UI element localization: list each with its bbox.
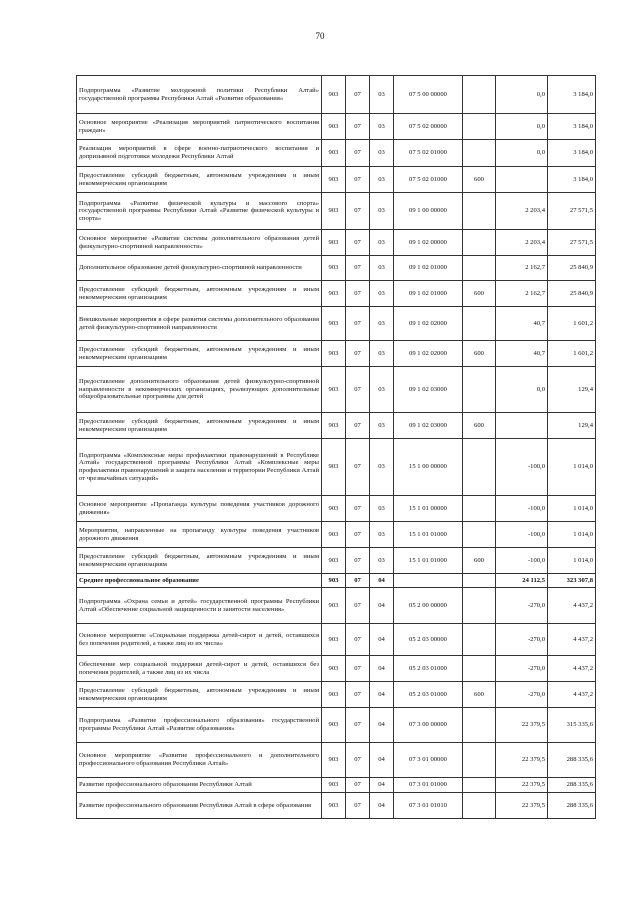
expense-type-code xyxy=(463,193,496,230)
ministry-code: 903 xyxy=(322,341,346,367)
expense-type-code xyxy=(463,588,496,624)
ministry-code: 903 xyxy=(322,256,346,281)
table-row xyxy=(77,656,596,682)
ministry-code: 903 xyxy=(322,413,346,439)
expense-type-code xyxy=(463,778,496,793)
section-code: 07 xyxy=(346,256,370,281)
table-row xyxy=(77,281,596,307)
subsection-code: 04 xyxy=(370,656,394,682)
subsection-code: 04 xyxy=(370,574,394,588)
ministry-code: 903 xyxy=(322,574,346,588)
table-row xyxy=(77,76,596,114)
subsection-code: 03 xyxy=(370,256,394,281)
total-amount: 3 184,0 xyxy=(548,76,596,114)
ministry-code: 903 xyxy=(322,656,346,682)
expense-type-code: 600 xyxy=(463,682,496,708)
row-name: Развитие профессионального образования Республики Алтай в сфере образования xyxy=(77,793,322,819)
ministry-code: 903 xyxy=(322,167,346,193)
target-article-code: 05 2 00 00000 xyxy=(394,588,463,624)
table-row xyxy=(77,624,596,656)
change-amount: 2 162,7 xyxy=(496,281,548,307)
table-row xyxy=(77,230,596,256)
target-article-code: 05 2 03 00000 xyxy=(394,624,463,656)
change-amount: 0,0 xyxy=(496,140,548,167)
expense-type-code: 600 xyxy=(463,341,496,367)
section-code: 07 xyxy=(346,548,370,574)
subsection-code: 04 xyxy=(370,743,394,778)
subsection-code: 03 xyxy=(370,307,394,341)
target-article-code: 09 1 02 01000 xyxy=(394,281,463,307)
row-name: Развитие профессионального образования Республики Алтай xyxy=(77,778,322,793)
section-code: 07 xyxy=(346,708,370,743)
change-amount: -100,0 xyxy=(496,496,548,522)
subsection-code: 04 xyxy=(370,588,394,624)
row-name: Подпрограмма «Охрана семьи и детей» государственной программы Республики Алтай «Обеспечение социальной защищенности и занятости населения» xyxy=(77,588,322,624)
total-amount: 27 571,5 xyxy=(548,230,596,256)
target-article-code: 07 3 01 01010 xyxy=(394,793,463,819)
expense-type-code: 600 xyxy=(463,413,496,439)
subsection-code: 03 xyxy=(370,367,394,413)
table-row xyxy=(77,140,596,167)
total-amount: 25 840,9 xyxy=(548,256,596,281)
ministry-code: 903 xyxy=(322,743,346,778)
ministry-code: 903 xyxy=(322,548,346,574)
total-amount: 3 184,0 xyxy=(548,114,596,140)
subsection-code: 03 xyxy=(370,114,394,140)
expense-type-code xyxy=(463,76,496,114)
expense-type-code xyxy=(463,624,496,656)
total-amount: 1 601,2 xyxy=(548,307,596,341)
row-name: Основное мероприятие «Реализация мероприятий патриотического воспитания граждан» xyxy=(77,114,322,140)
expense-type-code xyxy=(463,656,496,682)
subsection-code: 03 xyxy=(370,230,394,256)
table-row xyxy=(77,307,596,341)
ministry-code: 903 xyxy=(322,708,346,743)
total-amount: 1 014,0 xyxy=(548,548,596,574)
table-row xyxy=(77,588,596,624)
subsection-code: 03 xyxy=(370,439,394,496)
change-amount: 22 379,5 xyxy=(496,778,548,793)
subsection-code: 04 xyxy=(370,793,394,819)
subsection-code: 03 xyxy=(370,522,394,548)
section-code: 07 xyxy=(346,167,370,193)
section-code: 07 xyxy=(346,778,370,793)
expense-type-code xyxy=(463,708,496,743)
section-code: 07 xyxy=(346,574,370,588)
total-amount: 4 437,2 xyxy=(548,656,596,682)
ministry-code: 903 xyxy=(322,367,346,413)
row-name: Дополнительное образование детей физкультурно-спортивной направленности xyxy=(77,256,322,281)
total-amount: 1 601,2 xyxy=(548,341,596,367)
table-row xyxy=(77,682,596,708)
ministry-code: 903 xyxy=(322,588,346,624)
row-name: Подпрограмма «Развитие молодежной политики Республики Алтай» государственной программы Республики Алтай «Развитие образования» xyxy=(77,76,322,114)
ministry-code: 903 xyxy=(322,439,346,496)
change-amount xyxy=(496,167,548,193)
row-name: Внешкольные мероприятия в сфере развития системы дополнительного образования детей физкультурно-спортивной направленности xyxy=(77,307,322,341)
ministry-code: 903 xyxy=(322,624,346,656)
section-code: 07 xyxy=(346,656,370,682)
table-row xyxy=(77,548,596,574)
target-article-code: 07 3 00 00000 xyxy=(394,708,463,743)
section-code: 07 xyxy=(346,682,370,708)
change-amount: -100,0 xyxy=(496,522,548,548)
section-code: 07 xyxy=(346,230,370,256)
change-amount: 0,0 xyxy=(496,367,548,413)
page-number: 70 xyxy=(315,31,325,41)
table-row xyxy=(77,793,596,819)
target-article-code: 09 1 02 02000 xyxy=(394,341,463,367)
table-row xyxy=(77,367,596,413)
total-amount: 129,4 xyxy=(548,367,596,413)
change-amount: -270,0 xyxy=(496,588,548,624)
total-amount: 4 437,2 xyxy=(548,682,596,708)
table-row xyxy=(77,439,596,496)
total-amount: 288 335,6 xyxy=(548,778,596,793)
row-name: Предоставление дополнительного образования детей физкультурно-спортивной направленности в некоммерческих организациях, реализующих дополнительные общеобразовательные программы для детей xyxy=(77,367,322,413)
subsection-code: 03 xyxy=(370,167,394,193)
total-amount: 1 014,0 xyxy=(548,439,596,496)
change-amount: 22 379,5 xyxy=(496,708,548,743)
expense-type-code xyxy=(463,496,496,522)
total-amount: 25 840,9 xyxy=(548,281,596,307)
table-row xyxy=(77,114,596,140)
change-amount: 40,7 xyxy=(496,307,548,341)
table-row xyxy=(77,743,596,778)
change-amount: -270,0 xyxy=(496,624,548,656)
change-amount: -100,0 xyxy=(496,548,548,574)
expense-type-code xyxy=(463,439,496,496)
expense-type-code xyxy=(463,256,496,281)
row-name: Основное мероприятие «Развитие профессионального и дополнительного профессионального образования Республики Алтай» xyxy=(77,743,322,778)
section-code: 07 xyxy=(346,193,370,230)
row-name: Подпрограмма «Развитие физической культуры и массового спорта» государственной программы Республики Алтай «Развитие физической культуры и спорта» xyxy=(77,193,322,230)
target-article-code: 07 3 01 00000 xyxy=(394,743,463,778)
target-article-code: 15 1 01 00000 xyxy=(394,496,463,522)
expense-type-code xyxy=(463,230,496,256)
ministry-code: 903 xyxy=(322,281,346,307)
change-amount: -270,0 xyxy=(496,682,548,708)
expense-type-code: 600 xyxy=(463,167,496,193)
row-name: Предоставление субсидий бюджетным, автономным учреждениям и иным некоммерческим организациям xyxy=(77,682,322,708)
expense-type-code xyxy=(463,140,496,167)
section-code: 07 xyxy=(346,743,370,778)
expense-type-code xyxy=(463,574,496,588)
target-article-code: 05 2 03 01000 xyxy=(394,682,463,708)
expense-type-code xyxy=(463,522,496,548)
subsection-code: 03 xyxy=(370,76,394,114)
total-amount: 129,4 xyxy=(548,413,596,439)
subsection-code: 03 xyxy=(370,496,394,522)
expense-type-code: 600 xyxy=(463,281,496,307)
ministry-code: 903 xyxy=(322,230,346,256)
ministry-code: 903 xyxy=(322,307,346,341)
section-code: 07 xyxy=(346,76,370,114)
section-code: 07 xyxy=(346,307,370,341)
target-article-code: 09 1 02 03000 xyxy=(394,367,463,413)
row-name: Предоставление субсидий бюджетным, автономным учреждениям и иным некоммерческим организациям xyxy=(77,167,322,193)
row-name: Предоставление субсидий бюджетным, автономным учреждениям и иным некоммерческим организациям xyxy=(77,341,322,367)
total-amount: 4 437,2 xyxy=(548,588,596,624)
row-name: Предоставление субсидий бюджетным, автономным учреждениям и иным некоммерческим организациям xyxy=(77,281,322,307)
total-amount: 323 307,8 xyxy=(548,574,596,588)
expense-type-code xyxy=(463,743,496,778)
table-row xyxy=(77,256,596,281)
section-code: 07 xyxy=(346,439,370,496)
row-name: Обеспечение мер социальной поддержки детей-сирот и детей, оставшихся без попечения родителей, а также лиц из их числа xyxy=(77,656,322,682)
section-code: 07 xyxy=(346,140,370,167)
subsection-code: 04 xyxy=(370,682,394,708)
target-article-code: 15 1 00 00000 xyxy=(394,439,463,496)
target-article-code: 07 3 01 01000 xyxy=(394,778,463,793)
subsection-code: 04 xyxy=(370,708,394,743)
ministry-code: 903 xyxy=(322,682,346,708)
row-name: Подпрограмма «Комплексные меры профилактики правонарушений в Республике Алтай» государственной программы Республики Алтай «Комплексные меры профилактики правонарушений и защита населения и территории Республики Алтай от чрезвычайных ситуаций» xyxy=(77,439,322,496)
change-amount: 0,0 xyxy=(496,76,548,114)
row-name: Мероприятия, направленные на пропаганду культуры поведения участников дорожного движения xyxy=(77,522,322,548)
change-amount: 0,0 xyxy=(496,114,548,140)
target-article-code xyxy=(394,574,463,588)
expense-type-code: 600 xyxy=(463,548,496,574)
table-row xyxy=(77,522,596,548)
expense-type-code xyxy=(463,114,496,140)
row-name: Основное мероприятие «Социальная поддержка детей-сирот и детей, оставшихся без попечения родителей, а также лиц из их числа» xyxy=(77,624,322,656)
table-row xyxy=(77,413,596,439)
table-row xyxy=(77,193,596,230)
target-article-code: 15 1 01 01000 xyxy=(394,548,463,574)
row-name: Основное мероприятие «Развитие системы дополнительного образования детей физкультурно-спортивной направленности» xyxy=(77,230,322,256)
subsection-code: 04 xyxy=(370,624,394,656)
ministry-code: 903 xyxy=(322,793,346,819)
budget-table-body xyxy=(77,76,596,819)
ministry-code: 903 xyxy=(322,522,346,548)
change-amount: 24 112,5 xyxy=(496,574,548,588)
section-code: 07 xyxy=(346,793,370,819)
total-amount: 288 335,6 xyxy=(548,743,596,778)
expense-type-code xyxy=(463,367,496,413)
expense-type-code xyxy=(463,793,496,819)
table-row xyxy=(77,778,596,793)
table-row xyxy=(77,496,596,522)
target-article-code: 09 1 02 00000 xyxy=(394,230,463,256)
table-row xyxy=(77,167,596,193)
target-article-code: 07 5 02 01000 xyxy=(394,140,463,167)
section-code: 07 xyxy=(346,114,370,140)
row-name: Среднее профессиональное образование xyxy=(77,574,322,588)
table-row xyxy=(77,574,596,588)
section-code: 07 xyxy=(346,522,370,548)
row-name: Предоставление субсидий бюджетным, автономным учреждениям и иным некоммерческим организациям xyxy=(77,548,322,574)
change-amount: 40,7 xyxy=(496,341,548,367)
subsection-code: 03 xyxy=(370,413,394,439)
ministry-code: 903 xyxy=(322,140,346,167)
row-name: Подпрограмма «Развитие профессионального образования» государственной программы Республики Алтай «Развитие образования» xyxy=(77,708,322,743)
subsection-code: 03 xyxy=(370,140,394,167)
subsection-code: 03 xyxy=(370,193,394,230)
ministry-code: 903 xyxy=(322,496,346,522)
total-amount: 315 335,6 xyxy=(548,708,596,743)
change-amount: 22 379,5 xyxy=(496,743,548,778)
section-code: 07 xyxy=(346,588,370,624)
total-amount: 27 571,5 xyxy=(548,193,596,230)
expense-type-code xyxy=(463,307,496,341)
total-amount: 3 184,0 xyxy=(548,167,596,193)
target-article-code: 07 5 00 00000 xyxy=(394,76,463,114)
subsection-code: 04 xyxy=(370,778,394,793)
total-amount: 3 184,0 xyxy=(548,140,596,167)
ministry-code: 903 xyxy=(322,114,346,140)
budget-table xyxy=(76,75,596,819)
ministry-code: 903 xyxy=(322,778,346,793)
row-name: Предоставление субсидий бюджетным, автономным учреждениям и иным некоммерческим организациям xyxy=(77,413,322,439)
total-amount: 4 437,2 xyxy=(548,624,596,656)
ministry-code: 903 xyxy=(322,76,346,114)
subsection-code: 03 xyxy=(370,548,394,574)
target-article-code: 09 1 02 03000 xyxy=(394,413,463,439)
target-article-code: 15 1 01 01000 xyxy=(394,522,463,548)
change-amount: 2 162,7 xyxy=(496,256,548,281)
section-code: 07 xyxy=(346,413,370,439)
target-article-code: 09 1 02 01000 xyxy=(394,256,463,281)
total-amount: 1 014,0 xyxy=(548,496,596,522)
change-amount: 2 203,4 xyxy=(496,193,548,230)
table-row xyxy=(77,708,596,743)
subsection-code: 03 xyxy=(370,341,394,367)
target-article-code: 07 5 02 01000 xyxy=(394,167,463,193)
ministry-code: 903 xyxy=(322,193,346,230)
subsection-code: 03 xyxy=(370,281,394,307)
row-name: Реализация мероприятий в сфере военно-патриотического воспитания и допризывной подготовки молодежи Республики Алтай xyxy=(77,140,322,167)
section-code: 07 xyxy=(346,341,370,367)
total-amount: 1 014,0 xyxy=(548,522,596,548)
total-amount: 288 335,6 xyxy=(548,793,596,819)
target-article-code: 05 2 03 01000 xyxy=(394,656,463,682)
section-code: 07 xyxy=(346,281,370,307)
target-article-code: 07 5 02 00000 xyxy=(394,114,463,140)
section-code: 07 xyxy=(346,367,370,413)
section-code: 07 xyxy=(346,496,370,522)
change-amount: -270,0 xyxy=(496,656,548,682)
row-name: Основное мероприятие «Пропаганда культуры поведения участников дорожного движения» xyxy=(77,496,322,522)
change-amount: -100,0 xyxy=(496,439,548,496)
table-row xyxy=(77,341,596,367)
change-amount: 2 203,4 xyxy=(496,230,548,256)
change-amount: 22 379,5 xyxy=(496,793,548,819)
target-article-code: 09 1 00 00000 xyxy=(394,193,463,230)
target-article-code: 09 1 02 02000 xyxy=(394,307,463,341)
change-amount xyxy=(496,413,548,439)
section-code: 07 xyxy=(346,624,370,656)
